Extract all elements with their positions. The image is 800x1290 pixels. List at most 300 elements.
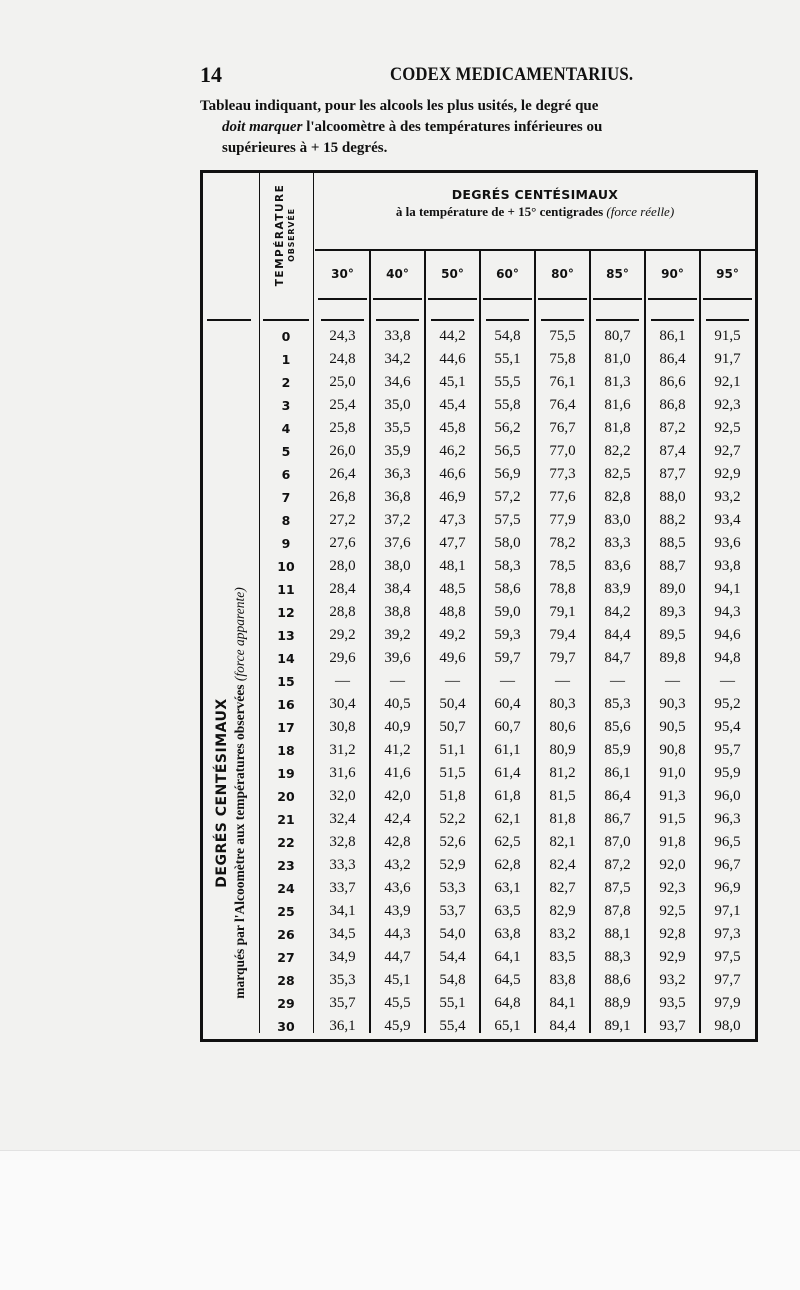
value-cell: 51,8 [439, 788, 466, 804]
value-cell: 58,3 [494, 558, 521, 574]
value-cell: 77,6 [549, 489, 576, 505]
value-cell: 84,4 [549, 1018, 576, 1034]
value-cell: 81,8 [604, 420, 631, 436]
value-cell: 35,0 [384, 397, 411, 413]
value-cell: 32,0 [329, 788, 356, 804]
value-cell: 46,6 [439, 466, 466, 482]
value-cell: 90,3 [659, 696, 686, 712]
value-cell: 92,9 [714, 466, 741, 482]
running-title: CODEX MEDICAMENTARIUS. [390, 64, 634, 85]
temperature-cell: 4 [281, 421, 291, 436]
stub-underline [263, 319, 309, 321]
value-cell: 79,4 [549, 627, 576, 643]
value-cell: 89,5 [659, 627, 686, 643]
value-cell: 53,7 [439, 903, 466, 919]
stub-title: DEGRÉS CENTÉSIMAUX [214, 698, 230, 888]
value-cell: 93,2 [659, 972, 686, 988]
value-cell: 55,8 [494, 397, 521, 413]
value-cell: 42,4 [384, 811, 411, 827]
value-cell: 55,1 [439, 995, 466, 1011]
temperature-cell: 9 [281, 536, 291, 551]
value-cell: 30,4 [329, 696, 356, 712]
value-cell: 89,1 [604, 1018, 631, 1034]
column-header: 80° [551, 267, 574, 281]
value-cell: 83,8 [549, 972, 576, 988]
value-cell: — [665, 673, 680, 689]
value-cell: 91,5 [659, 811, 686, 827]
value-cell: 85,3 [604, 696, 631, 712]
value-cell: — [445, 673, 460, 689]
value-cell: — [500, 673, 515, 689]
value-cell: 42,0 [384, 788, 411, 804]
value-cell: 54,0 [439, 926, 466, 942]
value-cell: 55,1 [494, 351, 521, 367]
value-cell: 83,3 [604, 535, 631, 551]
temperature-cell: 2 [281, 375, 291, 390]
value-cell: 85,9 [604, 742, 631, 758]
value-cell: 34,1 [329, 903, 356, 919]
column-rule [589, 251, 591, 1033]
value-cell: 26,8 [329, 489, 356, 505]
value-cell: 41,2 [384, 742, 411, 758]
value-cell: 51,5 [439, 765, 466, 781]
value-cell: 36,8 [384, 489, 411, 505]
value-cell: 31,2 [329, 742, 356, 758]
header-underline [541, 319, 584, 321]
value-cell: 84,2 [604, 604, 631, 620]
value-cell: 57,5 [494, 512, 521, 528]
value-cell: 86,4 [604, 788, 631, 804]
temperature-cell: 12 [277, 605, 295, 620]
value-cell: 55,5 [494, 374, 521, 390]
value-cell: 81,2 [549, 765, 576, 781]
value-cell: — [610, 673, 625, 689]
value-cell: 57,2 [494, 489, 521, 505]
value-cell: 46,2 [439, 443, 466, 459]
caption-line-3: supérieures à + 15 degrés. [222, 140, 388, 156]
value-cell: 50,7 [439, 719, 466, 735]
value-cell: 45,8 [439, 420, 466, 436]
value-cell: 93,8 [714, 558, 741, 574]
value-cell: 34,2 [384, 351, 411, 367]
value-cell: 38,4 [384, 581, 411, 597]
caption-line-2 [200, 117, 770, 138]
value-cell: 86,4 [659, 351, 686, 367]
value-cell: 97,5 [714, 949, 741, 965]
value-cell: 45,1 [384, 972, 411, 988]
value-cell: 95,9 [714, 765, 741, 781]
temperature-cell: 17 [277, 720, 295, 735]
temperature-header-line-1: TEMPÉRATURE [274, 183, 286, 287]
header-rule [483, 298, 532, 300]
value-cell: 82,5 [604, 466, 631, 482]
value-cell: 58,0 [494, 535, 521, 551]
header-underline [431, 319, 474, 321]
value-cell: 64,1 [494, 949, 521, 965]
value-cell: 35,3 [329, 972, 356, 988]
value-cell: 78,8 [549, 581, 576, 597]
value-cell: — [555, 673, 570, 689]
value-cell: 26,4 [329, 466, 356, 482]
value-cell: 96,0 [714, 788, 741, 804]
value-cell: 35,5 [384, 420, 411, 436]
column-header: 40° [386, 267, 409, 281]
value-cell: 39,6 [384, 650, 411, 666]
value-cell: 93,6 [714, 535, 741, 551]
value-cell: 86,1 [659, 328, 686, 344]
temperature-cell: 5 [281, 444, 291, 459]
value-cell: 81,6 [604, 397, 631, 413]
value-cell: 49,2 [439, 627, 466, 643]
value-cell: 93,2 [714, 489, 741, 505]
value-cell: 94,1 [714, 581, 741, 597]
value-cell: 41,6 [384, 765, 411, 781]
value-cell: 76,4 [549, 397, 576, 413]
value-cell: 90,8 [659, 742, 686, 758]
value-cell: 48,8 [439, 604, 466, 620]
value-cell: 86,6 [659, 374, 686, 390]
value-cell: 43,6 [384, 880, 411, 896]
value-cell: 83,0 [604, 512, 631, 528]
column-rule [644, 251, 646, 1033]
temperature-cell: 11 [277, 582, 295, 597]
value-cell: 34,9 [329, 949, 356, 965]
value-cell: 77,9 [549, 512, 576, 528]
value-cell: 64,5 [494, 972, 521, 988]
value-cell: 59,3 [494, 627, 521, 643]
value-cell: 92,5 [714, 420, 741, 436]
value-cell: 88,9 [604, 995, 631, 1011]
temperature-cell: 26 [277, 927, 295, 942]
value-cell: 98,0 [714, 1018, 741, 1034]
temperature-cell: 15 [277, 674, 295, 689]
temperature-cell: 13 [277, 628, 295, 643]
value-cell: 81,3 [604, 374, 631, 390]
value-cell: 37,2 [384, 512, 411, 528]
value-cell: 88,3 [604, 949, 631, 965]
value-cell: 48,5 [439, 581, 466, 597]
value-cell: 45,4 [439, 397, 466, 413]
value-cell: 91,0 [659, 765, 686, 781]
value-cell: 93,5 [659, 995, 686, 1011]
value-cell: 92,1 [714, 374, 741, 390]
temperature-cell: 3 [281, 398, 291, 413]
value-cell: 63,5 [494, 903, 521, 919]
value-cell: 83,9 [604, 581, 631, 597]
value-cell: 75,5 [549, 328, 576, 344]
value-cell: 78,2 [549, 535, 576, 551]
value-cell: 36,1 [329, 1018, 356, 1034]
value-cell: 44,2 [439, 328, 466, 344]
value-cell: 42,8 [384, 834, 411, 850]
value-cell: 52,2 [439, 811, 466, 827]
value-cell: 25,4 [329, 397, 356, 413]
temperature-cell: 23 [277, 858, 295, 873]
column-rule [479, 251, 481, 1033]
value-cell: 89,0 [659, 581, 686, 597]
value-cell: 81,8 [549, 811, 576, 827]
value-cell: — [390, 673, 405, 689]
temperature-header-label [274, 184, 298, 287]
value-cell: 81,0 [604, 351, 631, 367]
temperature-cell: 8 [281, 513, 291, 528]
stub-underline [207, 319, 251, 321]
value-cell: 79,1 [549, 604, 576, 620]
value-cell: 37,6 [384, 535, 411, 551]
column-header: 50° [441, 267, 464, 281]
value-cell: 97,3 [714, 926, 741, 942]
caption-line-2-rest: l'alcoomètre à des températures inférieures ou [302, 119, 603, 135]
value-cell: 93,4 [714, 512, 741, 528]
value-cell: 59,0 [494, 604, 521, 620]
value-cell: 65,1 [494, 1018, 521, 1034]
header-underline [706, 319, 749, 321]
temperature-header-line-2: OBSERVÉE [287, 208, 296, 262]
temperature-cell: 18 [277, 743, 295, 758]
value-cell: 24,3 [329, 328, 356, 344]
value-cell: 78,5 [549, 558, 576, 574]
value-cell: 86,1 [604, 765, 631, 781]
column-rule [699, 251, 701, 1033]
value-cell: 47,7 [439, 535, 466, 551]
value-cell: 82,4 [549, 857, 576, 873]
value-cell: 54,4 [439, 949, 466, 965]
value-cell: 43,9 [384, 903, 411, 919]
header-underline [321, 319, 364, 321]
value-cell: 84,7 [604, 650, 631, 666]
value-cell: 61,8 [494, 788, 521, 804]
header-rule [593, 298, 642, 300]
header-underline [486, 319, 529, 321]
value-cell: 80,3 [549, 696, 576, 712]
value-cell: 62,8 [494, 857, 521, 873]
value-cell: 27,2 [329, 512, 356, 528]
value-cell: 92,7 [714, 443, 741, 459]
value-cell: 82,1 [549, 834, 576, 850]
group-subtitle [315, 204, 755, 220]
header-underline [596, 319, 639, 321]
group-subtitle-text: à la température de + 15° centigrades [395, 204, 604, 219]
value-cell: 83,2 [549, 926, 576, 942]
value-cell: 44,6 [439, 351, 466, 367]
stub-subtitle-text: marqués par l'Alcoomètre aux températures observées [232, 684, 247, 999]
value-cell: 30,8 [329, 719, 356, 735]
value-cell: 28,0 [329, 558, 356, 574]
value-cell: 61,4 [494, 765, 521, 781]
value-cell: 79,7 [549, 650, 576, 666]
value-cell: 92,8 [659, 926, 686, 942]
value-cell: 92,0 [659, 857, 686, 873]
column-rule [424, 251, 426, 1033]
caption-line-1: Tableau indiquant, pour les alcools les plus usités, le degré que [200, 98, 599, 114]
stub-subtitle-italic: (force apparente) [232, 587, 247, 682]
value-cell: 40,5 [384, 696, 411, 712]
value-cell: 96,7 [714, 857, 741, 873]
value-cell: 62,5 [494, 834, 521, 850]
value-cell: 88,6 [604, 972, 631, 988]
column-header: 30° [331, 267, 354, 281]
value-cell: 39,2 [384, 627, 411, 643]
value-cell: 40,9 [384, 719, 411, 735]
temperature-header [260, 173, 314, 298]
value-cell: 93,7 [659, 1018, 686, 1034]
value-cell: 91,3 [659, 788, 686, 804]
value-cell: 28,8 [329, 604, 356, 620]
group-header [315, 187, 755, 243]
value-cell: 63,1 [494, 880, 521, 896]
header-rule [703, 298, 752, 300]
temperature-cell: 7 [281, 490, 291, 505]
value-cell: 92,3 [659, 880, 686, 896]
value-cell: 83,6 [604, 558, 631, 574]
temperature-cell: 25 [277, 904, 295, 919]
value-cell: 89,8 [659, 650, 686, 666]
temperature-cell: 6 [281, 467, 291, 482]
value-cell: 87,8 [604, 903, 631, 919]
value-cell: 88,0 [659, 489, 686, 505]
value-cell: 48,1 [439, 558, 466, 574]
value-cell: 58,6 [494, 581, 521, 597]
column-header: 85° [606, 267, 629, 281]
value-cell: 80,7 [604, 328, 631, 344]
value-cell: 61,1 [494, 742, 521, 758]
value-cell: 88,7 [659, 558, 686, 574]
value-cell: — [720, 673, 735, 689]
value-cell: 82,7 [549, 880, 576, 896]
value-cell: — [335, 673, 350, 689]
value-cell: 91,8 [659, 834, 686, 850]
value-cell: 63,8 [494, 926, 521, 942]
value-cell: 82,2 [604, 443, 631, 459]
group-rule [315, 249, 755, 251]
caption-italic: doit marquer [222, 119, 303, 135]
value-cell: 80,9 [549, 742, 576, 758]
temperature-cell: 24 [277, 881, 295, 896]
value-cell: 25,0 [329, 374, 356, 390]
value-cell: 38,0 [384, 558, 411, 574]
table-caption [200, 96, 770, 159]
value-cell: 26,0 [329, 443, 356, 459]
value-cell: 35,7 [329, 995, 356, 1011]
column-rule [534, 251, 536, 1033]
value-cell: 90,5 [659, 719, 686, 735]
value-cell: 92,3 [714, 397, 741, 413]
temperature-cell: 30 [277, 1019, 295, 1034]
value-cell: 33,3 [329, 857, 356, 873]
value-cell: 86,7 [604, 811, 631, 827]
temperature-cell: 14 [277, 651, 295, 666]
value-cell: 34,6 [384, 374, 411, 390]
value-cell: 44,3 [384, 926, 411, 942]
value-cell: 96,5 [714, 834, 741, 850]
value-cell: 55,4 [439, 1018, 466, 1034]
value-cell: 47,3 [439, 512, 466, 528]
value-cell: 77,3 [549, 466, 576, 482]
value-cell: 80,6 [549, 719, 576, 735]
value-cell: 25,8 [329, 420, 356, 436]
value-cell: 56,9 [494, 466, 521, 482]
column-header: 90° [661, 267, 684, 281]
value-cell: 64,8 [494, 995, 521, 1011]
temperature-cell: 10 [277, 559, 295, 574]
temperature-cell: 29 [277, 996, 295, 1011]
value-cell: 60,7 [494, 719, 521, 735]
value-cell: 88,2 [659, 512, 686, 528]
temperature-cell: 20 [277, 789, 295, 804]
value-cell: 32,4 [329, 811, 356, 827]
value-cell: 95,7 [714, 742, 741, 758]
header-underline [376, 319, 419, 321]
value-cell: 97,9 [714, 995, 741, 1011]
value-cell: 49,6 [439, 650, 466, 666]
page-number: 14 [200, 62, 222, 87]
value-cell: 33,8 [384, 328, 411, 344]
temperature-cell: 22 [277, 835, 295, 850]
value-cell: 50,4 [439, 696, 466, 712]
header-rule [318, 298, 367, 300]
value-cell: 56,2 [494, 420, 521, 436]
temperature-cell: 19 [277, 766, 295, 781]
temperature-cell: 27 [277, 950, 295, 965]
value-cell: 86,8 [659, 397, 686, 413]
value-cell: 76,7 [549, 420, 576, 436]
column-header: 60° [496, 267, 519, 281]
value-cell: 53,3 [439, 880, 466, 896]
value-cell: 83,5 [549, 949, 576, 965]
value-cell: 24,8 [329, 351, 356, 367]
value-cell: 59,7 [494, 650, 521, 666]
value-cell: 94,3 [714, 604, 741, 620]
column-header: 95° [716, 267, 739, 281]
value-cell: 34,5 [329, 926, 356, 942]
value-cell: 81,5 [549, 788, 576, 804]
value-cell: 56,5 [494, 443, 521, 459]
value-cell: 29,2 [329, 627, 356, 643]
value-cell: 96,3 [714, 811, 741, 827]
value-cell: 62,1 [494, 811, 521, 827]
value-cell: 33,7 [329, 880, 356, 896]
value-cell: 95,4 [714, 719, 741, 735]
value-cell: 52,9 [439, 857, 466, 873]
value-cell: 89,3 [659, 604, 686, 620]
value-cell: 82,9 [549, 903, 576, 919]
value-cell: 97,7 [714, 972, 741, 988]
value-cell: 87,4 [659, 443, 686, 459]
running-head [200, 62, 760, 88]
value-cell: 52,6 [439, 834, 466, 850]
temperature-cell: 1 [281, 352, 291, 367]
value-cell: 77,0 [549, 443, 576, 459]
alcoholometer-table [200, 170, 758, 1042]
header-rule [373, 298, 422, 300]
value-cell: 44,7 [384, 949, 411, 965]
header-rule [648, 298, 697, 300]
value-cell: 96,9 [714, 880, 741, 896]
value-cell: 84,1 [549, 995, 576, 1011]
group-title: DEGRÉS CENTÉSIMAUX [451, 187, 619, 202]
value-cell: 84,4 [604, 627, 631, 643]
value-cell: 87,0 [604, 834, 631, 850]
value-cell: 87,7 [659, 466, 686, 482]
value-cell: 36,3 [384, 466, 411, 482]
temperature-cell: 28 [277, 973, 295, 988]
value-cell: 28,4 [329, 581, 356, 597]
blank-margin [0, 1150, 800, 1290]
value-cell: 92,5 [659, 903, 686, 919]
value-cell: 54,8 [494, 328, 521, 344]
value-cell: 88,1 [604, 926, 631, 942]
value-cell: 91,5 [714, 328, 741, 344]
